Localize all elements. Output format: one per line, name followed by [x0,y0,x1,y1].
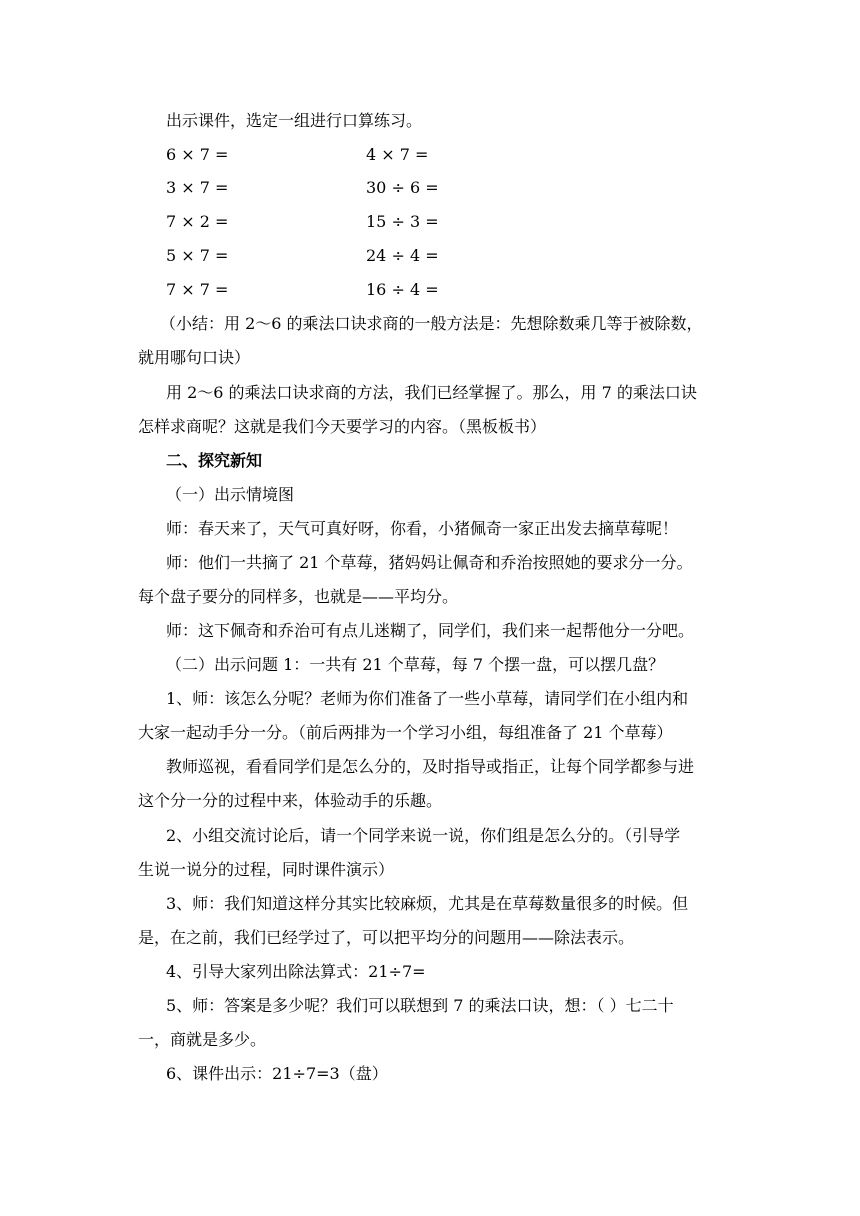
summary-line-2: 就用哪句口诀） [138,348,251,367]
exercise-right-4: 24 ÷ 4 = [366,246,439,265]
section-title: 二、探究新知 [166,451,263,470]
intro-text: 出示课件，选定一组进行口算练习。 [166,111,423,130]
part-2-heading: （二）出示问题 1：一共有 21 个草莓，每 7 个摆一盘，可以摆几盘？ [166,655,665,674]
step-1-line-1: 1、师：该怎么分呢？老师为你们准备了一些小草莓，请同学们在小组内和 [166,689,689,708]
step-2-line-2: 生说一说分的过程，同时课件演示） [138,860,395,879]
transition-line-1: 用 2～6 的乘法口诀求商的方法，我们已经掌握了。那么，用 7 的乘法口诀 [166,383,697,402]
exercise-right-5: 16 ÷ 4 = [366,280,439,299]
exercise-right-2: 30 ÷ 6 = [366,178,439,197]
step-2-line-1: 2、小组交流讨论后，请一个同学来说一说，你们组是怎么分的。（引导学 [166,826,681,845]
step-3-line-1: 3、师：我们知道这样分其实比较麻烦，尤其是在草莓数量很多的时候。但 [166,894,689,913]
step-5-line-1: 5、师：答案是多少呢？我们可以联想到 7 的乘法口诀，想：（ ）七二十 [166,996,674,1015]
exercise-left-5: 7 × 7 = [166,280,229,299]
exercise-left-1: 6 × 7 = [166,145,229,164]
step-5-line-2: 一，商就是多少。 [138,1030,267,1049]
teacher-line-3: 师：这下佩奇和乔治可有点儿迷糊了，同学们，我们来一起帮他分一分吧。 [166,621,695,640]
patrol-line-2: 这个分一分的过程中来，体验动手的乐趣。 [138,791,443,810]
exercise-left-2: 3 × 7 = [166,178,229,197]
step-4-line: 4、引导大家列出除法算式：21÷7= [166,962,426,981]
exercise-right-1: 4 × 7 = [366,145,429,164]
patrol-line-1: 教师巡视，看看同学们是怎么分的，及时指导或指正，让每个同学都参与进 [166,757,695,776]
step-3-line-2: 是，在之前，我们已经学过了，可以把平均分的问题用——除法表示。 [138,928,635,947]
teacher-line-2a: 师：他们一共摘了 21 个草莓，猪妈妈让佩奇和乔治按照她的要求分一分。 [166,553,693,572]
teacher-line-1: 师：春天来了，天气可真好呀，你看，小猪佩奇一家正出发去摘草莓呢！ [166,519,679,538]
exercise-right-3: 15 ÷ 3 = [366,212,439,231]
transition-line-2: 怎样求商呢？这就是我们今天要学习的内容。（黑板板书） [138,417,547,436]
step-1-line-2: 大家一起动手分一分。（前后两排为一个学习小组，每组准备了 21 个草莓） [138,723,673,742]
step-6-line: 6、课件出示：21÷7=3（盘） [166,1064,388,1083]
summary-line-1: （小结：用 2～6 的乘法口诀求商的一般方法是：先想除数乘几等于被除数， [160,314,703,333]
part-1-heading: （一）出示情境图 [166,485,295,504]
exercise-left-3: 7 × 2 = [166,212,229,231]
teacher-line-2b: 每个盘子要分的同样多，也就是——平均分。 [138,587,459,606]
exercise-left-4: 5 × 7 = [166,246,229,265]
